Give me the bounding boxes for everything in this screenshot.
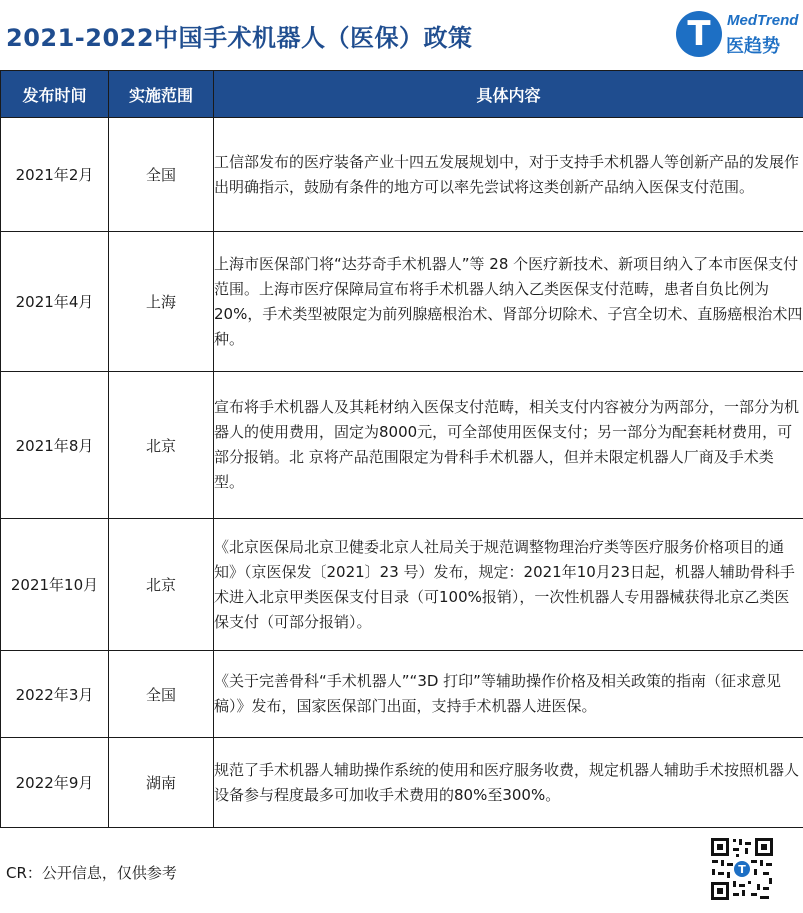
column-header-scope: 实施范围	[109, 71, 214, 118]
table-header-row	[1, 71, 803, 118]
row-date: 2021年8月	[1, 372, 109, 519]
row-content: 上海市医保部门将“达芬奇手术机器人”等 28 个医疗新技术、新项目纳入了本市医保支付范围。上海市医疗保障局宣布将手术机器人纳入乙类医保支付范畴，患者自负比例为 20%，手术类型被限定为前列腺癌根治术、肾部分切除术、子宫全切术、直肠癌根治术四种。	[214, 232, 803, 372]
row-date: 2021年4月	[1, 232, 109, 372]
row-content: 规范了手术机器人辅助操作系统的使用和医疗服务收费，规定机器人辅助手术按照机器人设备参与程度最多可加收手术费用的80%至300%。	[214, 738, 803, 828]
table-row	[1, 372, 803, 519]
policy-table	[0, 70, 803, 828]
table-row	[1, 519, 803, 651]
table-row	[1, 232, 803, 372]
row-content: 宣布将手术机器人及其耗材纳入医保支付范畴，相关支付内容被分为两部分，一部分为机器人的使用费用，固定为8000元，可全部使用医保支付；另一部分为配套耗材费用，可部分报销。北 京将产品范围限定为骨科手术机器人，但并未限定机器人厂商及手术类型。	[214, 372, 803, 519]
page-title: 2021-2022中国手术机器人（医保）政策	[6, 24, 473, 52]
row-scope: 北京	[109, 519, 214, 651]
row-date: 2021年10月	[1, 519, 109, 651]
footer	[0, 824, 803, 913]
row-content: 工信部发布的医疗装备产业十四五发展规划中，对于支持手术机器人等创新产品的发展作出明确指示，鼓励有条件的地方可以率先尝试将这类创新产品纳入医保支付范围。	[214, 118, 803, 232]
svg-text:T: T	[738, 863, 746, 876]
logo-mark-icon: T	[676, 11, 722, 57]
qr-code-icon	[709, 836, 775, 902]
row-scope: 上海	[109, 232, 214, 372]
row-date: 2022年3月	[1, 651, 109, 738]
medtrend-logo	[676, 8, 798, 62]
table-row	[1, 738, 803, 828]
row-scope: 北京	[109, 372, 214, 519]
row-scope: 湖南	[109, 738, 214, 828]
table-row	[1, 118, 803, 232]
column-header-date: 发布时间	[1, 71, 109, 118]
source-credit: CR：公开信息，仅供参考	[6, 864, 177, 882]
header	[0, 0, 803, 70]
logo-chinese-name: 医趋势	[726, 36, 780, 57]
row-content: 《北京医保局北京卫健委北京人社局关于规范调整物理治疗类等医疗服务价格项目的通知》（京医保发〔2021〕23 号）发布，规定：2021年10月23日起，机器人辅助骨科手术进入北京甲类医保支付目录（可100%报销），一次性机器人专用器械获得北京乙类医保支付（可部分报销）。	[214, 519, 803, 651]
logo-english-name: MedTrend	[727, 12, 799, 29]
row-scope: 全国	[109, 118, 214, 232]
column-header-content: 具体内容	[214, 71, 803, 118]
row-date: 2021年2月	[1, 118, 109, 232]
table-row	[1, 651, 803, 738]
row-content: 《关于完善骨科“手术机器人”“3D 打印”等辅助操作价格及相关政策的指南（征求意见稿）》发布，国家医保部门出面，支持手术机器人进医保。	[214, 651, 803, 738]
row-scope: 全国	[109, 651, 214, 738]
row-date: 2022年9月	[1, 738, 109, 828]
